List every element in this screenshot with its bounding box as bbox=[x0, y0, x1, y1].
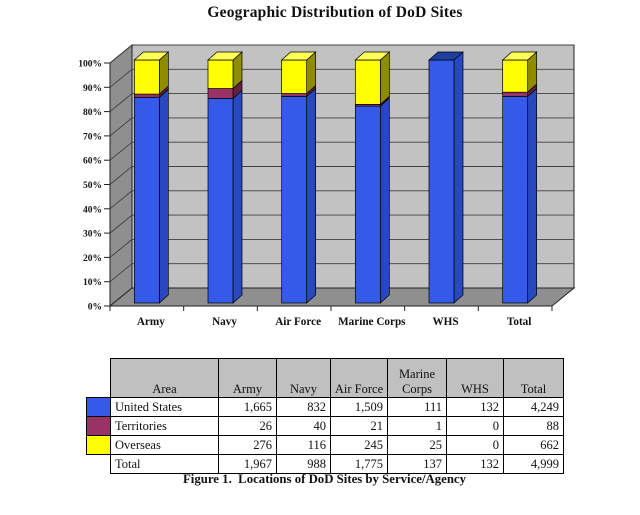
column-header-total: Total bbox=[504, 359, 564, 398]
segment-front-face bbox=[355, 106, 380, 303]
value-cell: 21 bbox=[331, 417, 388, 436]
value-cell: 132 bbox=[447, 398, 504, 417]
column-header-marine-corps: Marine Corps bbox=[388, 359, 447, 398]
bar-total bbox=[503, 52, 537, 303]
segment-front-face bbox=[282, 60, 307, 94]
x-axis-category-label: Air Force bbox=[275, 316, 322, 328]
segment-front-face bbox=[503, 92, 528, 96]
segment-front-face bbox=[503, 60, 528, 92]
y-axis-label: 100% bbox=[78, 59, 102, 70]
segment-front-face bbox=[208, 98, 233, 303]
value-cell: 988 bbox=[277, 455, 331, 474]
data-table bbox=[86, 358, 564, 474]
x-axis-category-label: Navy bbox=[212, 316, 237, 328]
column-header-whs: WHS bbox=[447, 359, 504, 398]
table-row-united-states bbox=[87, 398, 564, 417]
y-axis-label: 70% bbox=[83, 132, 102, 143]
legend-swatch-overseas bbox=[87, 436, 111, 455]
value-cell: 88 bbox=[504, 417, 564, 436]
segment-front-face bbox=[134, 97, 159, 303]
x-axis-category-label: Marine Corps bbox=[338, 316, 406, 328]
segment-side-face bbox=[159, 89, 168, 303]
bar-marine-corps bbox=[355, 52, 389, 303]
bar-army bbox=[134, 52, 168, 303]
bar-whs bbox=[429, 52, 463, 303]
table-row-total bbox=[87, 455, 564, 474]
segment-front-face bbox=[282, 96, 307, 303]
chart-title: Geographic Distribution of DoD Sites bbox=[207, 4, 463, 21]
bar-segment-united-states bbox=[503, 88, 537, 303]
segment-front-face bbox=[134, 60, 159, 94]
legend-swatch-united-states bbox=[87, 398, 111, 417]
segment-front-face bbox=[355, 60, 380, 104]
bar-segment-united-states bbox=[208, 90, 242, 303]
area-cell: Overseas bbox=[111, 436, 219, 455]
bar-segment-united-states bbox=[429, 52, 463, 303]
y-axis-label: 60% bbox=[83, 156, 102, 167]
area-cell: United States bbox=[111, 398, 219, 417]
value-cell: 1,665 bbox=[219, 398, 277, 417]
y-axis-label: 90% bbox=[83, 83, 102, 94]
area-cell: Territories bbox=[111, 417, 219, 436]
y-axis-label: 20% bbox=[83, 253, 102, 264]
value-cell: 40 bbox=[277, 417, 331, 436]
value-cell: 132 bbox=[447, 455, 504, 474]
value-cell: 1,967 bbox=[219, 455, 277, 474]
bar-segment-united-states bbox=[355, 98, 389, 303]
table-header-row bbox=[87, 359, 564, 398]
swatch-column-header bbox=[87, 359, 111, 398]
column-header-air-force: Air Force bbox=[331, 359, 388, 398]
segment-side-face bbox=[307, 88, 316, 303]
value-cell: 111 bbox=[388, 398, 447, 417]
y-axis-label: 40% bbox=[83, 205, 102, 216]
segment-side-face bbox=[233, 90, 242, 303]
bar-air-force bbox=[282, 52, 316, 303]
bar-navy bbox=[208, 52, 242, 303]
segment-front-face bbox=[429, 60, 454, 303]
segment-front-face bbox=[282, 94, 307, 97]
bar-segment-united-states bbox=[134, 89, 168, 303]
legend-swatch-territories bbox=[87, 417, 111, 436]
value-cell: 137 bbox=[388, 455, 447, 474]
value-cell: 4,999 bbox=[504, 455, 564, 474]
y-axis-label: 80% bbox=[83, 108, 102, 119]
y-axis-label: 30% bbox=[83, 229, 102, 240]
column-header-navy: Navy bbox=[277, 359, 331, 398]
value-cell: 662 bbox=[504, 436, 564, 455]
segment-side-face bbox=[454, 52, 463, 303]
value-cell: 245 bbox=[331, 436, 388, 455]
segment-front-face bbox=[208, 89, 233, 99]
value-cell: 116 bbox=[277, 436, 331, 455]
value-cell: 4,249 bbox=[504, 398, 564, 417]
segment-side-face bbox=[380, 52, 389, 104]
value-cell: 26 bbox=[219, 417, 277, 436]
value-cell: 25 bbox=[388, 436, 447, 455]
area-cell: Total bbox=[111, 455, 219, 474]
segment-front-face bbox=[208, 60, 233, 89]
value-cell: 276 bbox=[219, 436, 277, 455]
table-row-overseas bbox=[87, 436, 564, 455]
x-axis-category-label: WHS bbox=[432, 316, 459, 328]
value-cell: 1,775 bbox=[331, 455, 388, 474]
segment-front-face bbox=[503, 96, 528, 303]
value-cell: 0 bbox=[447, 417, 504, 436]
segment-front-face bbox=[134, 94, 159, 97]
segment-side-face bbox=[528, 88, 537, 303]
segment-side-face bbox=[380, 98, 389, 303]
table-row-territories bbox=[87, 417, 564, 436]
y-axis-label: 10% bbox=[83, 278, 102, 289]
column-header-area: Area bbox=[111, 359, 219, 398]
x-axis-category-label: Army bbox=[136, 316, 165, 328]
y-axis-label: 0% bbox=[87, 302, 102, 313]
swatch-empty-cell bbox=[87, 455, 111, 474]
value-cell: 0 bbox=[447, 436, 504, 455]
figure-caption: Figure 1. Locations of DoD Sites by Service/Agency bbox=[182, 472, 467, 486]
bar-segment-united-states bbox=[282, 88, 316, 303]
column-header-army: Army bbox=[219, 359, 277, 398]
value-cell: 1 bbox=[388, 417, 447, 436]
value-cell: 832 bbox=[277, 398, 331, 417]
y-axis-label: 50% bbox=[83, 181, 102, 191]
x-axis-category-label: Total bbox=[506, 316, 532, 328]
value-cell: 1,509 bbox=[331, 398, 388, 417]
